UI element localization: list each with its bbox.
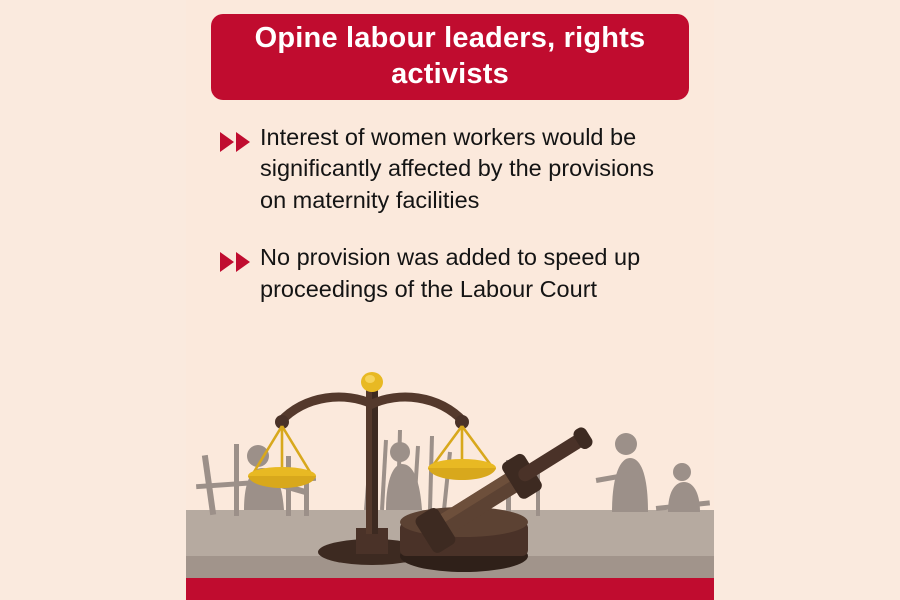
list-item <box>220 122 684 216</box>
footer-accent-bar <box>186 578 714 600</box>
right-margin <box>714 0 900 600</box>
bullet-list <box>220 122 684 331</box>
scales-of-justice-and-gavel-illustration <box>186 360 714 600</box>
infographic-card <box>186 0 714 600</box>
headline-banner <box>211 14 689 100</box>
arrow-right-icon <box>220 250 254 279</box>
page-title: Opine labour leaders, rights activists <box>254 22 646 90</box>
left-margin <box>0 0 186 600</box>
arrow-right-icon <box>220 130 254 159</box>
list-item <box>220 242 684 305</box>
list-item-text: Interest of women workers would be significantly affected by the provisions on maternity facilities <box>260 124 655 213</box>
list-item-text: No provision was added to speed up proceedings of the Labour Court <box>260 244 641 302</box>
